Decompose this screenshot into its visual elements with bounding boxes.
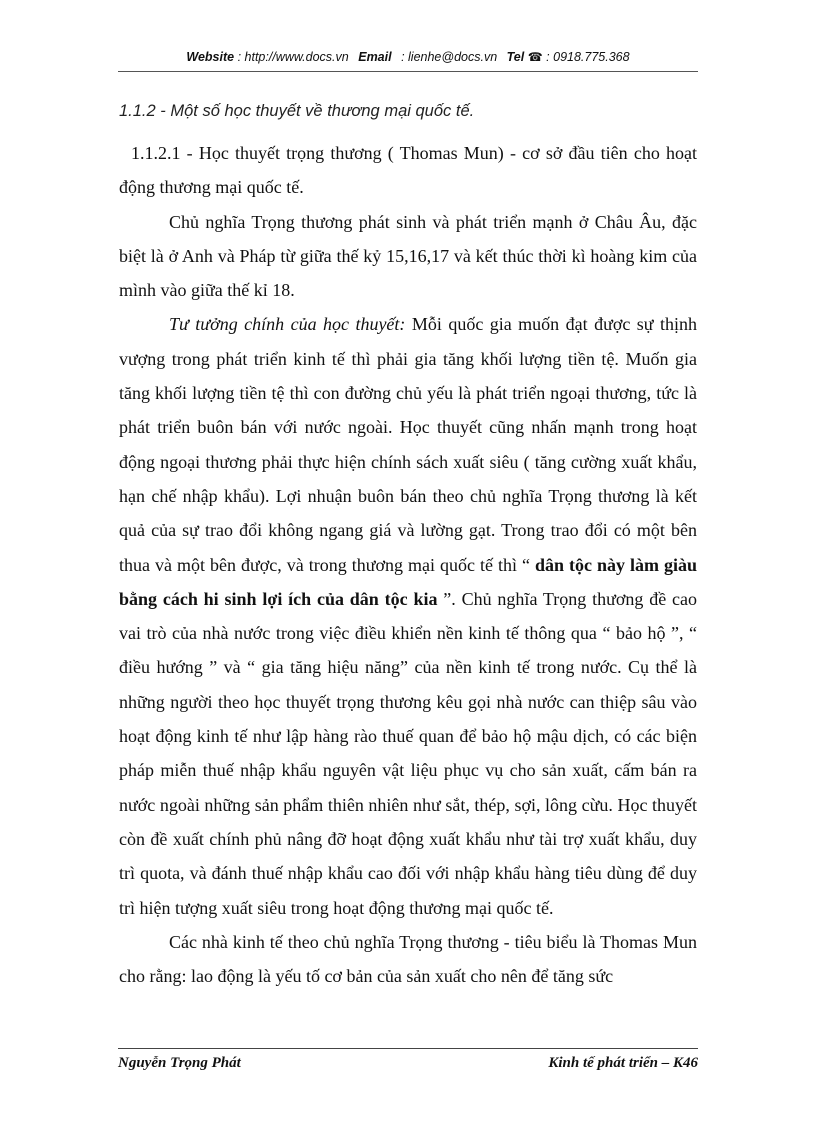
paragraph-2-text-b: ”. Chủ nghĩa Trọng thương đề cao vai trò của nhà nước trong việc điều khiển nền kinh tế thông qua “ bảo hộ ”, “ điều hướng ” và “ gia tăng hiệu năng” của nền kinh tế trong nước. Cụ thể là những người theo học thuyết trọng thương kêu gọi nhà nước can thiệp sâu vào hoạt động kinh tế như lập hàng rào thuế quan để bảo hộ mậu dịch, có các biện pháp miễn thuế nhập khẩu nguyên vật liệu phục vụ cho sản xuất, cấm bán ra nước ngoài những sản phẩm thiên nhiên như sắt, thép, sợi, lông cừu. Học thuyết còn đề xuất chính phủ nâng đỡ hoạt động xuất khẩu như tài trợ xuất khẩu, duy trì quota, và đánh thuế nhập khẩu cao đối với nhập khẩu hàng tiêu dùng để duy trì hiện tượng xuất siêu trong hoạt động thương mại quốc tế. (119, 588, 697, 918)
paragraph-2-bold-quote: dân tộc này làm giàu bằng cách hi sinh lợi ích của dân tộc kia (119, 554, 697, 609)
document-body (119, 136, 697, 993)
paragraph-3: Các nhà kinh tế theo chủ nghĩa Trọng thương - tiêu biểu là Thomas Mun cho rằng: lao động là yếu tố cơ bản của sản xuất cho nên để tăng sức (119, 931, 697, 987)
email-link[interactable]: : lienhe@docs.vn (401, 50, 498, 64)
tel-value: : 0918.775.368 (546, 50, 630, 64)
footer-divider (118, 1048, 698, 1049)
tel-label: Tel (506, 50, 525, 64)
footer-author: Nguyễn Trọng Phát (118, 1055, 241, 1071)
subsection-heading: 1.1.2.1 - Học thuyết trọng thương ( Thomas Mun) - cơ sở đầu tiên cho hoạt động thương mại quốc tế. (119, 143, 697, 198)
phone-icon: ☎ (527, 50, 543, 64)
paragraph-2-lead: Tư tưởng chính của học thuyết: (169, 314, 406, 335)
paragraph-1: Chủ nghĩa Trọng thương phát sinh và phát triển mạnh ở Châu Âu, đặc biệt là ở Anh và Pháp từ giữa thế kỷ 15,16,17 và kết thúc thời kì hoàng kim của mình vào giữa thế kỉ 18. (119, 211, 697, 301)
email-label: Email (358, 50, 392, 64)
footer-course: Kinh tế phát triển – K46 (548, 1055, 698, 1071)
page-header (118, 50, 698, 64)
website-label: Website (186, 50, 235, 64)
website-link[interactable]: : http://www.docs.vn (237, 50, 349, 64)
header-divider (118, 71, 698, 72)
section-title: 1.1.2 - Một số học thuyết về thương mại quốc tế. (119, 102, 475, 120)
paragraph-2-text-a: Mỗi quốc gia muốn đạt được sự thịnh vượng trong phát triển kinh tế thì phải gia tăng khối lượng tiền tệ. Muốn gia tăng khối lượng tiền tệ thì con đường chủ yếu là phát triển ngoại thương, tức là phát triển buôn bán với nước ngoài. Học thuyết cũng nhấn mạnh trong hoạt động ngoại thương phải thực hiện chính sách xuất siêu ( tăng cường xuất khẩu, hạn chế nhập khẩu). Lợi nhuận buôn bán theo chủ nghĩa Trọng thương là kết quả của sự trao đổi không ngang giá và lường gạt. Trong trao đổi có một bên thua và một bên được, và trong thương mại quốc tế thì “ (119, 314, 697, 575)
paragraph-2 (119, 307, 697, 924)
